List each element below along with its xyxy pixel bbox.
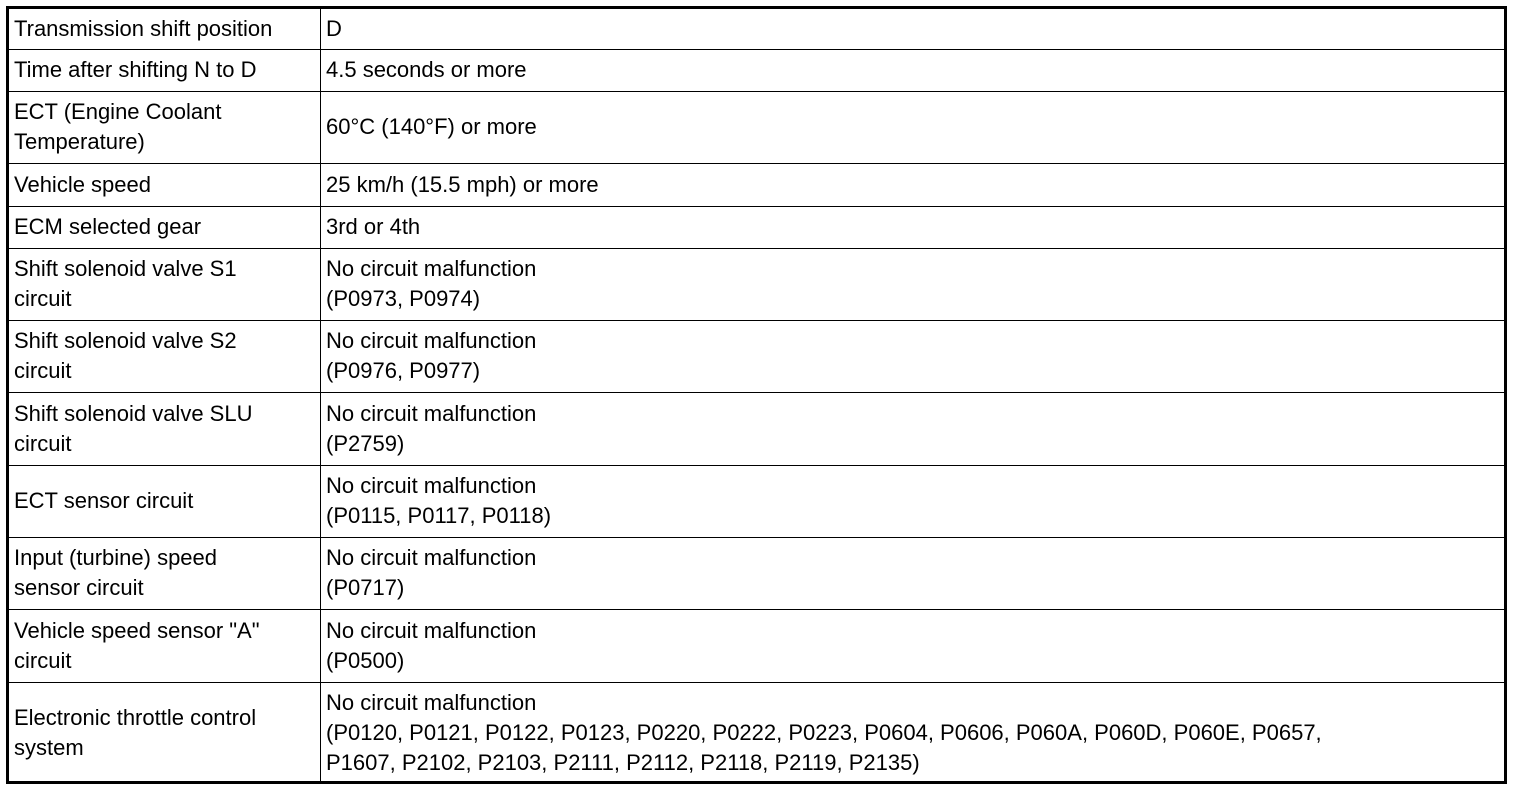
item-cell: Input (turbine) speed sensor circuit — [9, 537, 321, 609]
table-row — [9, 206, 1504, 248]
condition-cell: No circuit malfunction (P0976, P0977) — [321, 320, 1505, 392]
item-cell: Vehicle speed — [9, 163, 321, 206]
item-cell: ECM selected gear — [9, 206, 321, 248]
condition-cell: No circuit malfunction (P0717) — [321, 537, 1505, 609]
item-cell: Shift solenoid valve SLU circuit — [9, 392, 321, 465]
condition-cell: No circuit malfunction (P0115, P0117, P0118) — [321, 465, 1505, 537]
table-row — [9, 392, 1504, 465]
table-row — [9, 49, 1504, 91]
item-cell: Time after shifting N to D — [9, 49, 321, 91]
condition-cell: No circuit malfunction (P0120, P0121, P0122, P0123, P0220, P0222, P0223, P0604, P0606, P060A, P060D, P060E, P0657, P1607, P2102, P2103, P2111, P2112, P2118, P2119, P2135) — [321, 682, 1505, 784]
item-cell: ECT sensor circuit — [9, 465, 321, 537]
condition-cell: No circuit malfunction (P0500) — [321, 609, 1505, 682]
condition-cell: 4.5 seconds or more — [321, 49, 1505, 91]
condition-cell: No circuit malfunction (P2759) — [321, 392, 1505, 465]
item-cell: Electronic throttle control system — [9, 682, 321, 784]
table-row — [9, 682, 1504, 784]
table-row — [9, 320, 1504, 392]
table-row — [9, 248, 1504, 320]
conditions-table-frame — [6, 6, 1507, 784]
item-cell: Shift solenoid valve S1 circuit — [9, 248, 321, 320]
item-cell: ECT (Engine Coolant Temperature) — [9, 91, 321, 163]
table-row — [9, 609, 1504, 682]
condition-cell: D — [321, 9, 1505, 49]
table-row — [9, 91, 1504, 163]
item-cell: Vehicle speed sensor "A" circuit — [9, 609, 321, 682]
monitor-conditions-table — [9, 9, 1504, 784]
item-cell: Shift solenoid valve S2 circuit — [9, 320, 321, 392]
table-row — [9, 9, 1504, 49]
table-row — [9, 163, 1504, 206]
table-row — [9, 465, 1504, 537]
table-row — [9, 537, 1504, 609]
condition-cell: 3rd or 4th — [321, 206, 1505, 248]
item-cell: Transmission shift position — [9, 9, 321, 49]
condition-cell: No circuit malfunction (P0973, P0974) — [321, 248, 1505, 320]
condition-cell: 60°C (140°F) or more — [321, 91, 1505, 163]
condition-cell: 25 km/h (15.5 mph) or more — [321, 163, 1505, 206]
